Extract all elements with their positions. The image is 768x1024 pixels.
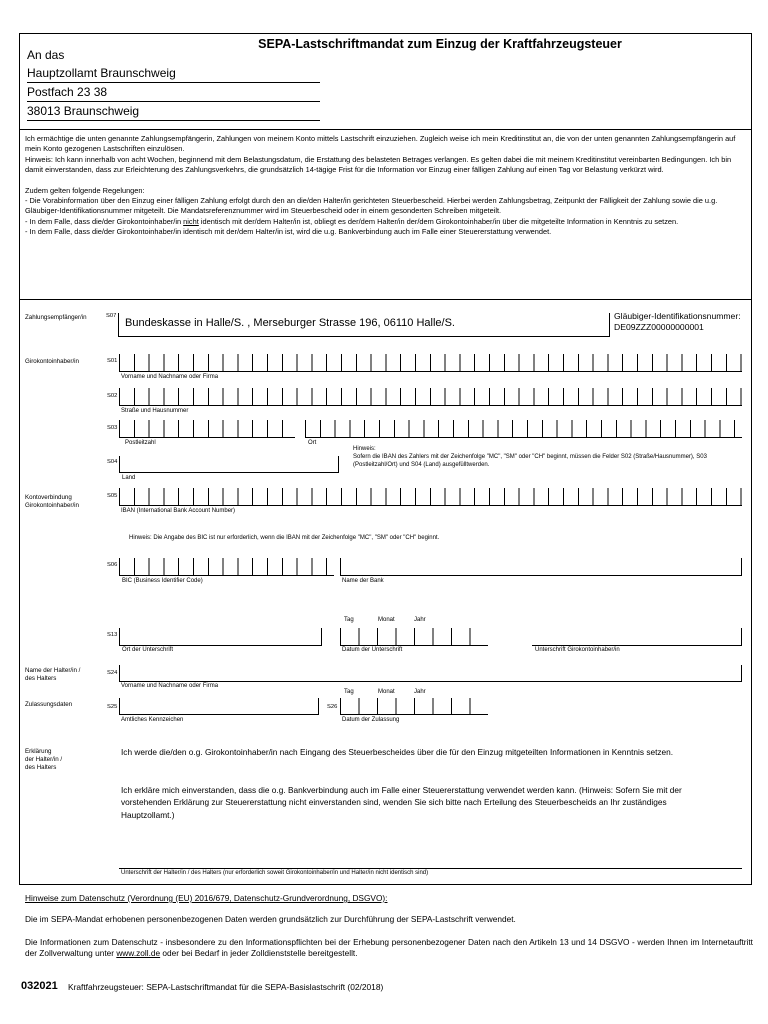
holder-signature[interactable] — [532, 628, 742, 646]
holder-name-input[interactable] — [119, 354, 742, 372]
signature-place-input[interactable] — [119, 628, 322, 646]
street-input[interactable] — [119, 388, 742, 406]
iban-input[interactable] — [119, 488, 742, 506]
address-line-4: 38013 Braunschweig — [27, 104, 140, 118]
postcode-input[interactable] — [119, 420, 295, 438]
payee-field: Bundeskasse in Halle/S. , Merseburger Strasse 196, 06110 Halle/S. — [118, 313, 610, 337]
address-hint: Hinweis: Sofern die IBAN des Zahlers mit der Zeichenfolge "MC", "SM" oder "CH" beginnt, müssen die Felder S02 (Straße/Hausnummer), S03 (Postleitzahl/Ort) und S04 (Land) ausgefülltwerden. — [353, 446, 707, 468]
declaration-text-1: Ich werde die/den o.g. Girokontoinhaber/in nach Eingang des Steuerbescheides über die für den Einzug mitgeteilten Informationen in Kenntnis setzen. — [121, 747, 674, 757]
form-title: SEPA-Lastschriftmandat zum Einzug der Kraftfahrzeugsteuer — [258, 37, 622, 51]
address-line-2: Hauptzollamt Braunschweig — [27, 66, 176, 80]
registration-label: Zulassungsdaten — [25, 701, 73, 708]
form-footer-text: Kraftfahrzeugsteuer: SEPA-Lastschriftmandat für die SEPA-Basislastschrift (02/2018) — [68, 982, 384, 992]
signature-date-input[interactable] — [340, 628, 488, 646]
holder-label: Girokontoinhaber/in — [25, 358, 80, 365]
bank-name-input[interactable] — [340, 558, 742, 576]
registration-date-input[interactable] — [340, 698, 488, 715]
declaration-label: Erklärung der Halter/in / des Halters — [25, 748, 63, 771]
bic-input[interactable] — [119, 558, 334, 576]
license-plate-input[interactable] — [119, 698, 319, 715]
address-line-3: Postfach 23 38 — [27, 85, 108, 99]
form-number: 032021 — [21, 980, 58, 992]
privacy-heading: Hinweise zum Datenschutz (Verordnung (EU) 2016/679, Datenschutz-Grundverordnung, DSGVO): — [25, 893, 388, 903]
bic-hint: Hinweis: Die Angabe des BIC ist nur erforderlich, wenn die IBAN mit der Zeichenfolge "MC", "SM" oder "CH" beginnt. — [129, 535, 440, 541]
bank-label: Kontoverbindung Girokontoinhaber/in — [25, 494, 80, 509]
address-line-1: An das — [27, 48, 65, 62]
zoll-link[interactable]: www.zoll.de — [116, 948, 161, 958]
city-input[interactable] — [305, 420, 742, 438]
keeper-name-input[interactable] — [119, 665, 742, 682]
privacy-text-1: Die im SEPA-Mandat erhobenen personenbezogenen Daten werden grundsätzlich zur Durchführung der SEPA-Lastschrift verwendet. — [25, 914, 516, 924]
mandate-text: Ich ermächtige die unten genannte Zahlungsempfängerin, Zahlungen von meinem Konto mittels Lastschrift einzuziehen. Zugleich weise ich mein Kreditinstitut an, die von der unten genannten Zahlungsempfängerin auf mein Konto gezogenen Lastschriften einzulösen. Hinweis: Ich kann innerhalb von acht Wochen, beginnend mit dem Belastungsdatum, die Erstattung des belasteten Betrages verlangen. Es gelten dabei die mit meinem Kreditinstitut vereinbarten Bedingungen. Ich bin damit einverstanden, dass zur Erleichterung des Zahlungsverkehrs, die grundsätzlich 14-tägige Frist für die Information vor Einzug einer fälligen Zahlung auf einen Tag vor Belastung verkürzt wird. Zudem gelten folgende Regelungen: - Die Vorabinformation über den Einzug einer fälligen Zahlung erfolgt durch den an die/den Halter/in gerichteten Steuerbescheid. Hierbei werden Zahlungsbetrag, Zeitpunkt der Fälligkeit der Zahlung sowie die u.g. Gläubiger-Identifikationsnummer mitgeteilt. Die Mandatsreferenznummer wird im Steuerbescheid oder in einem gesonderten Schreiben mitgeteilt. - In dem Falle, dass die/der Girokontoinhaber/in nicht identisch mit der/dem Halter/in ist, obliegt es der/dem Halter/in der/dem Girokontoinhaber/in über die mitgeteilte Information in Kenntnis zu setzen. - In dem Falle, dass die/der Girokontoinhaber/in identisch mit der/dem Halter/in ist, wird die u.g. Bankverbindung auch im Falle einer Steuererstattung verwendet. — [25, 134, 736, 237]
privacy-text-2: Die Informationen zum Datenschutz - insbesondere zu den Informationspflichten bei der Erhebung personenbezogener Daten nach den Artikeln 13 und 14 DSGVO - werden Ihnen im Internetauftritt der Zollverwaltung unter www.zoll.de oder bei Bedarf in jeder Zolldienststelle bereitgestellt. — [25, 937, 753, 958]
payee-label: Zahlungsempfänger/in — [25, 314, 87, 321]
keeper-label: Name der Halter/in / des Halters — [25, 667, 81, 682]
country-input[interactable] — [119, 456, 339, 473]
keeper-signature-line[interactable] — [119, 868, 742, 869]
declaration-text-2: Ich erkläre mich einverstanden, dass die o.g. Bankverbindung auch im Falle einer Steuererstattung verwendet werden kann. (Hinweis: Sofern Sie mit der vorstehenden Erklärung zur Steuererstattung nicht einverstanden sind, wenden Sie sich bitte nach Erteilung des Steuerbescheids an Ihr zuständiges Hauptzollamt.) — [121, 785, 682, 820]
creditor-id: Gläubiger-Identifikationsnummer: DE09ZZZ00000000001 — [614, 311, 741, 332]
